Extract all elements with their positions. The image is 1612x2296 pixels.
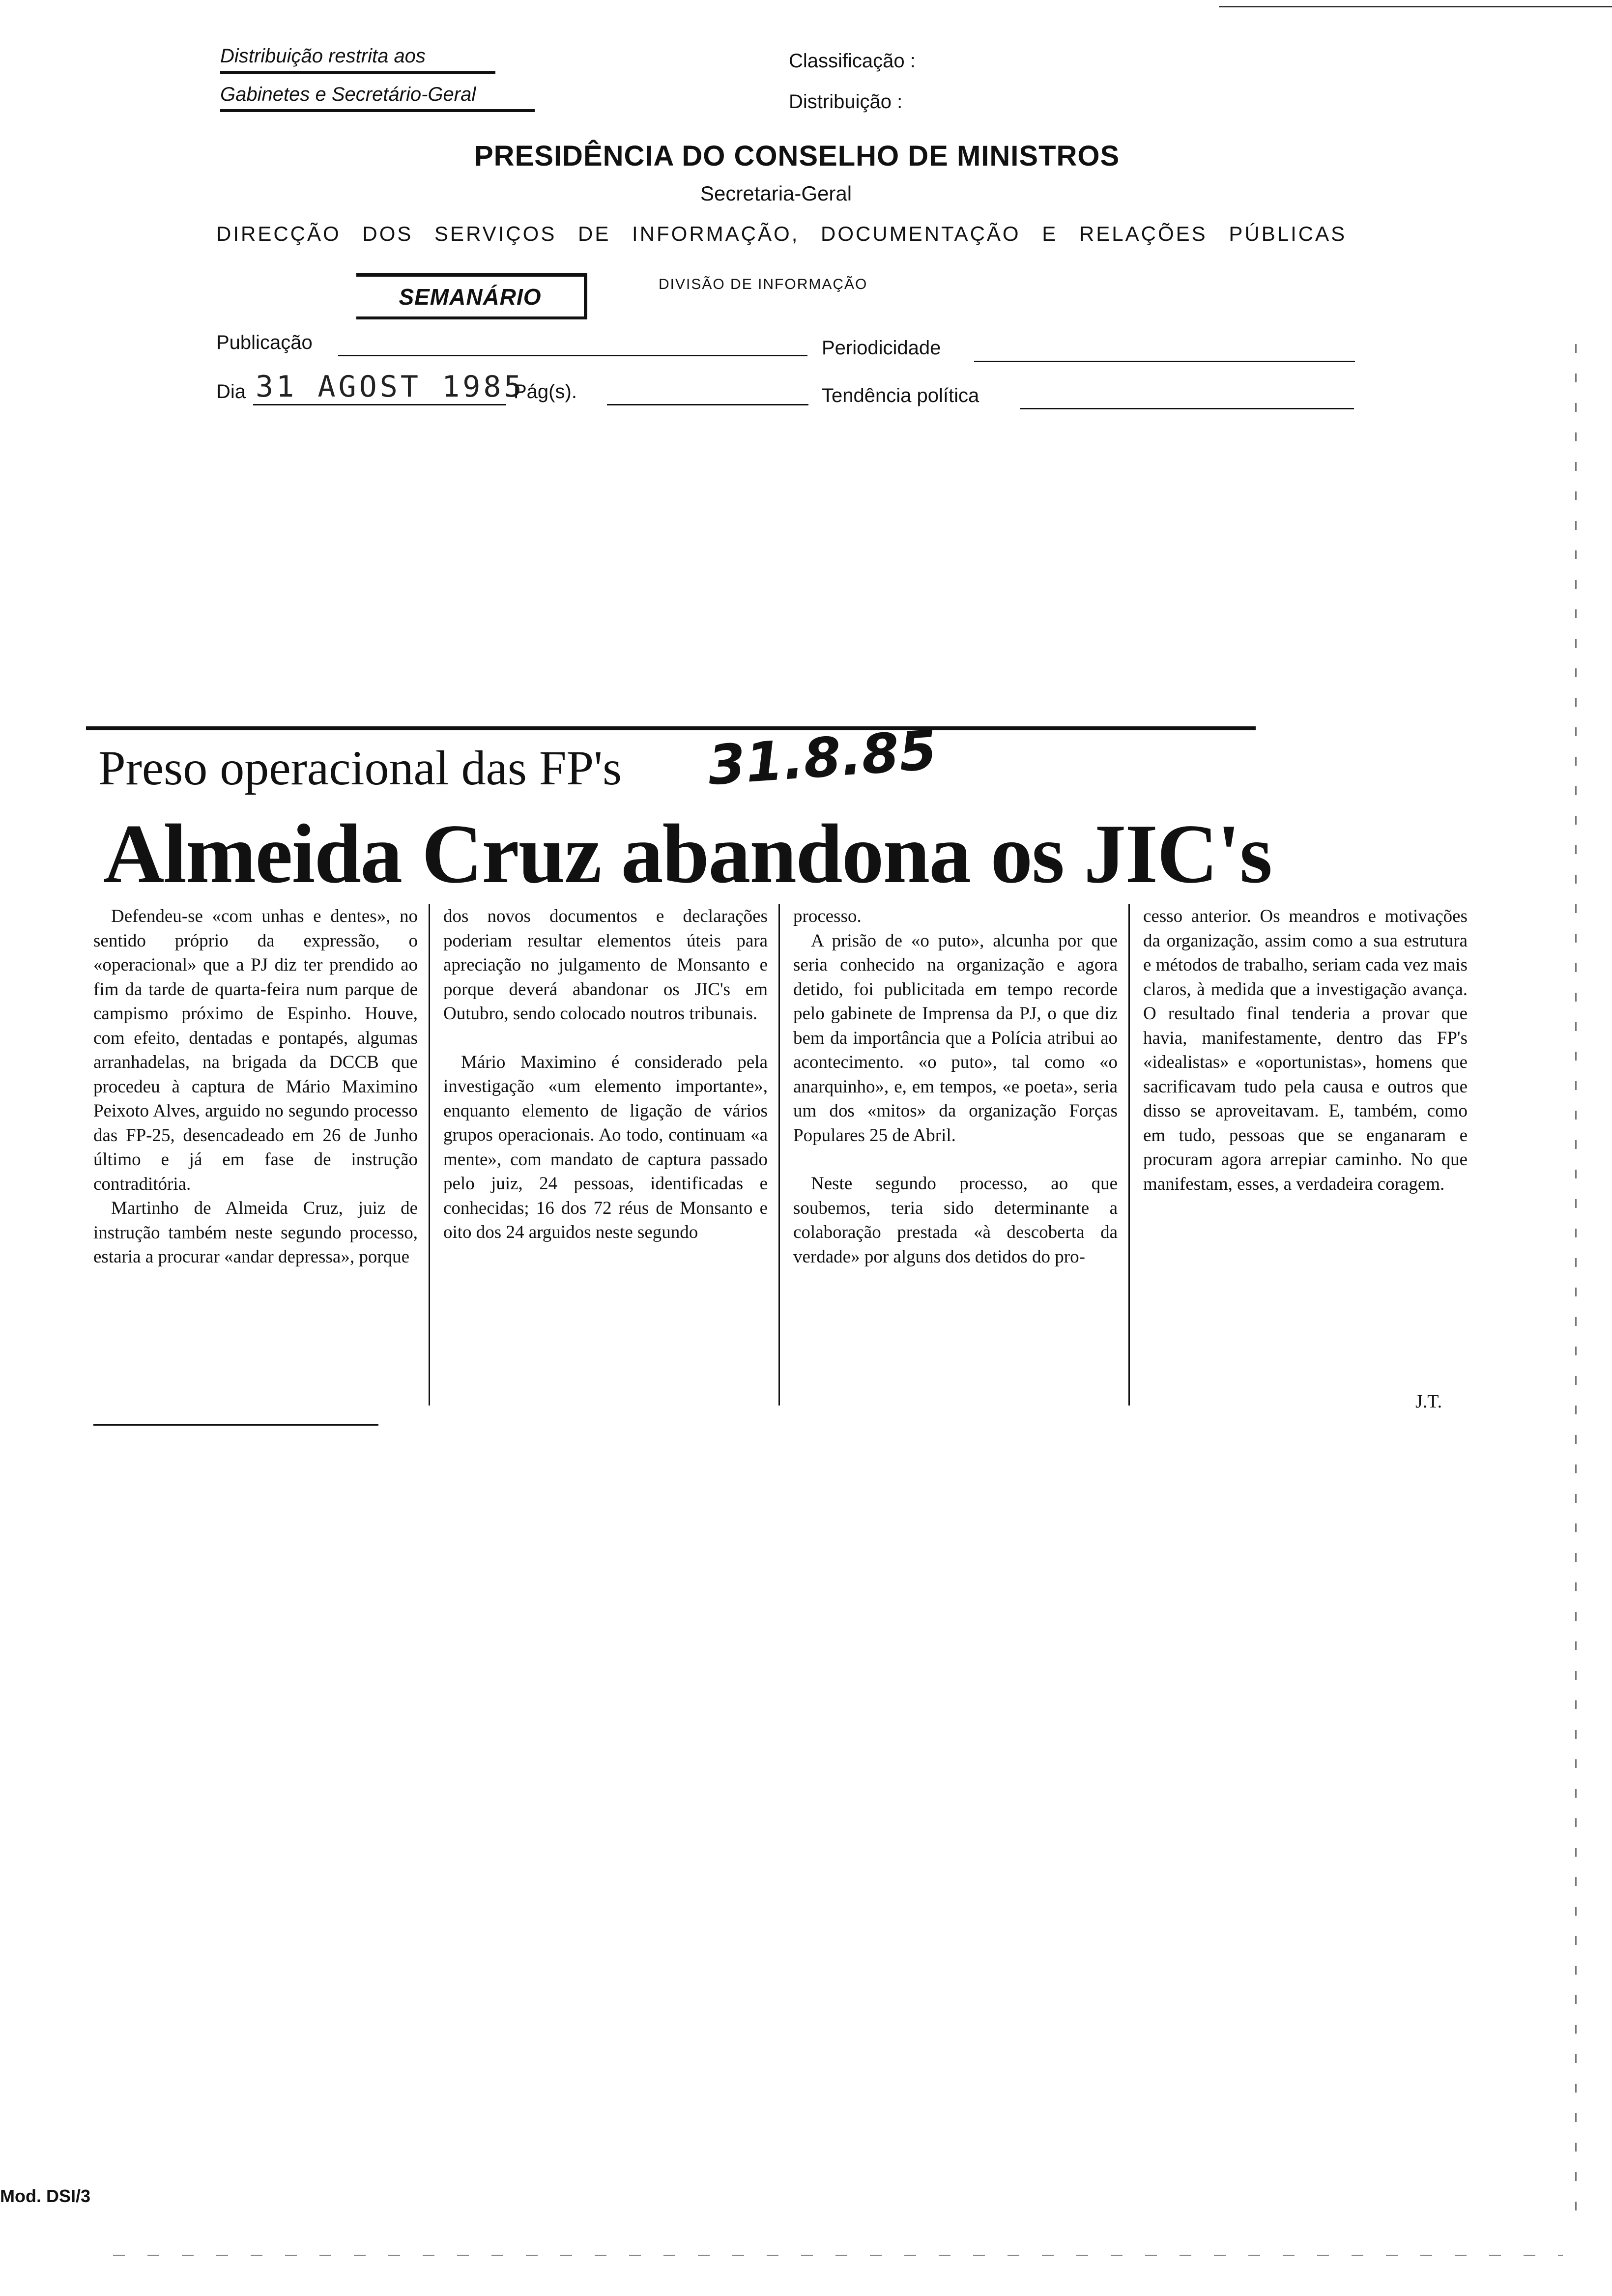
article-column-3	[793, 904, 1118, 1269]
paragraph: dos novos documentos e declarações poderiam resultar elementos úteis para apreciação no julgamento de Monsanto e porque deverá abandonar os JIC's em Outubro, sendo colocado noutros tribunais.	[443, 906, 768, 1024]
restriction-line-2: Gabinetes e Secretário-Geral	[220, 84, 476, 105]
tendencia-field[interactable]	[1020, 408, 1354, 409]
form-model-label: Mod. DSI/3	[0, 2186, 91, 2206]
pags-field[interactable]	[607, 404, 808, 405]
restriction-line-1: Distribuição restrita aos	[220, 45, 426, 67]
paragraph: Neste segundo processo, ao que soubemos, teria sido determinante a colaboração prestada «à descoberta da verdade» por alguns dos detidos do pro-	[793, 1174, 1118, 1267]
dia-handwritten-value: 31 AGOST 1985	[256, 370, 525, 404]
article-column-1	[93, 904, 418, 1269]
column-separator	[429, 904, 430, 1406]
secretaria-geral: Secretaria-Geral	[700, 182, 852, 205]
article-column-2	[443, 904, 768, 1245]
clipping-bottom-rule	[93, 1424, 378, 1426]
periodicidade-field[interactable]	[974, 361, 1355, 362]
publicacao-field[interactable]	[338, 355, 807, 356]
article-kicker: Preso operacional das FP's	[98, 741, 622, 795]
restriction-rule-2	[220, 109, 535, 112]
handwritten-date: 31.8.85	[706, 718, 939, 798]
restriction-rule-1	[220, 71, 495, 74]
dia-field[interactable]	[253, 404, 506, 405]
dia-label: Dia	[216, 381, 246, 402]
column-separator	[778, 904, 780, 1406]
scan-bottom-edge	[113, 2255, 1563, 2256]
periodicidade-label: Periodicidade	[822, 337, 941, 359]
article-column-4	[1143, 904, 1468, 1196]
paragraph: Defendeu-se «com unhas e dentes», no sentido próprio da expressão, o «operacional» que a PJ diz ter prendido ao fim da tarde de quarta-feira num parque de campismo próximo de Espinho. Houve, com efeito, dentadas e pontapés, algumas arranhadelas, na brigada da DCCB que procedeu à captura de Mário Maximino Peixoto Alves, arguido no segundo processo das FP-25, desencadeado em 26 de Junho último e já em fase de instrução contraditória.	[93, 906, 418, 1194]
column-separator	[1128, 904, 1130, 1406]
classificacao-label: Classificação :	[789, 50, 916, 72]
publication-stamp: SEMANÁRIO	[356, 273, 587, 319]
distribuicao-label: Distribuição :	[789, 91, 903, 113]
organization-title: PRESIDÊNCIA DO CONSELHO DE MINISTROS	[474, 140, 1120, 172]
paragraph: cesso anterior. Os meandros e motivações da organização, assim como a sua estrutura e métodos de trabalho, seriam cada vez mais claros, à medida que a investigação avança. O resultado final tenderia a provar que havia, manifestamente, dentro das FP's «idealistas» e «oportunistas», homens que sacrificavam tudo pela causa e outros que disso se aproveitavam. E, também, como em tudo, pessoas que se enganaram e procuram agora arrepiar caminho. No que manifestam, esses, a verdadeira coragem.	[1143, 906, 1468, 1194]
paragraph: A prisão de «o puto», alcunha por que seria conhecido na organização e agora detido, foi publicitada em tempo recorde pelo gabinete de Imprensa da PJ, o que diz bem da importância que a Polícia atribui ao acontecimento. «o puto», tal como «o anarquinho», e, em tempos, «e poeta», seria um dos «mitos» da organização Forças Populares 25 de Abril.	[793, 930, 1118, 1146]
article-headline: Almeida Cruz abandona os JIC's	[103, 807, 1272, 901]
clipping-top-rule	[86, 726, 1256, 730]
paragraph: Mário Maximino é considerado pela investigação «um elemento importante», enquanto elemento de ligação de vários grupos operacionais. Ao todo, continuam «a mente», com mandato de captura passado pelo juiz, 24 pessoas, identificadas e conhecidas; 16 dos 72 réus de Monsanto e oito dos 24 arguidos neste segundo	[443, 1052, 768, 1242]
article-signature: J.T.	[1415, 1391, 1442, 1412]
scan-right-edge	[1575, 344, 1577, 2211]
pags-label: Pág(s).	[514, 381, 577, 402]
paragraph: Martinho de Almeida Cruz, juiz de instrução também neste segundo processo, estaria a procurar «andar depressa», porque	[93, 1198, 418, 1267]
scan-top-edge	[1219, 6, 1612, 7]
department-line: DIRECÇÃO DOS SERVIÇOS DE INFORMAÇÃO, DOCUMENTAÇÃO E RELAÇÕES PÚBLICAS	[216, 222, 1347, 245]
division-label: DIVISÃO DE INFORMAÇÃO	[659, 276, 868, 292]
publicacao-label: Publicação	[216, 332, 313, 353]
paragraph: processo.	[793, 906, 862, 926]
tendencia-label: Tendência política	[822, 385, 979, 406]
